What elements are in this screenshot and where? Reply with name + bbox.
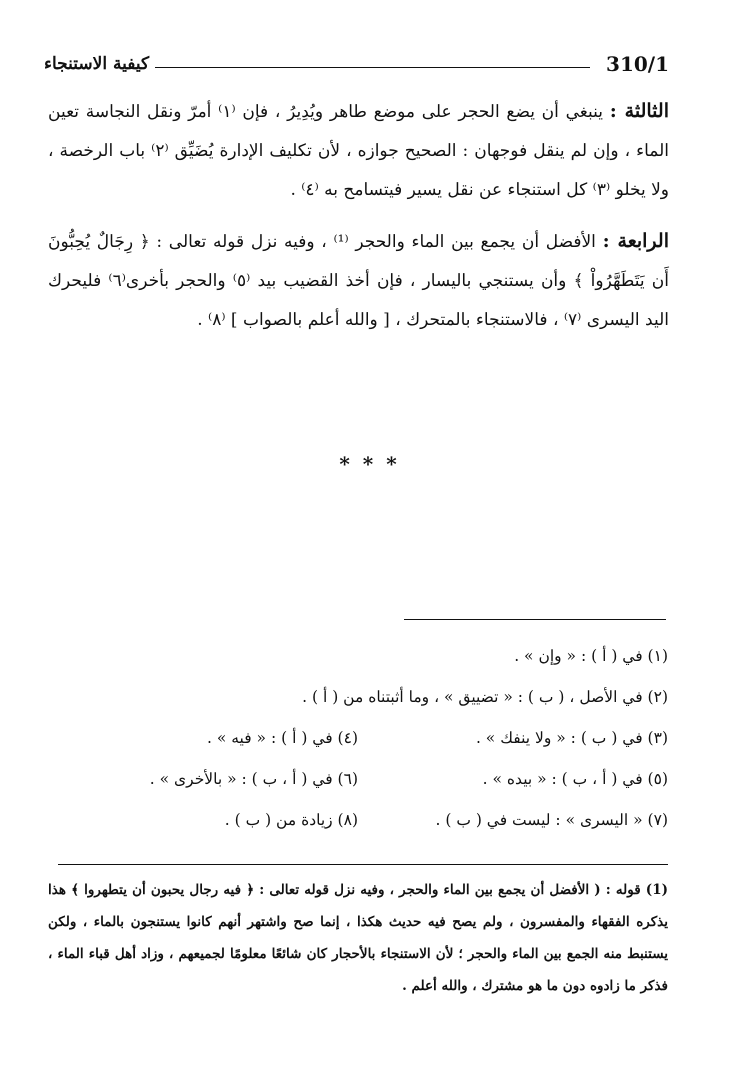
note: (٤) في ( أ ) : « فيه » .: [206, 729, 358, 747]
page-number: 310/1: [606, 52, 669, 76]
note: (١) في ( أ ) : « وإن » .: [514, 647, 668, 665]
paragraph-lead: الرابعة :: [602, 230, 669, 252]
note-row: [48, 677, 668, 718]
note: (٦) في ( أ ، ب ) : « بالأخرى » .: [149, 770, 358, 788]
paragraph-body: ينبغي أن يضع الحجر على موضع طاهر ويُدِيرُ ، فإن ⁽١⁾ أمرّ ونقل النجاسة تعين الماء ، وإن لم ينقل فوجهان : الصحيح جوازه ، لأن تكليف الإدارة يُضَيِّق ⁽٢⁾ باب الرخصة ، ولا يخلو ⁽٣⁾ كل استنجاء عن نقل يسير فيتسامح به ⁽٤⁾ .: [48, 102, 669, 200]
note: (٣) في ( ب ) : « ولا ينفك » .: [475, 729, 668, 747]
note-row: [48, 718, 668, 759]
notes-divider: [404, 619, 666, 620]
note: (٧) « اليسرى » : ليست في ( ب ) .: [435, 811, 668, 829]
paragraph-third: [48, 92, 669, 210]
note: (٥) في ( أ ، ب ) : « بيده » .: [482, 770, 668, 788]
note-row: [48, 759, 668, 800]
paragraph-lead: الثالثة :: [609, 100, 669, 122]
variant-notes: [48, 636, 668, 841]
commentary-footnote: (1) قوله : ( الأفضل أن يجمع بين الماء والحجر ، وفيه نزل قوله تعالى : ﴿ فيه رجال يحبون أن يتطهروا ﴾ هذا يذكره الفقهاء والمفسرون ، ولم يصح فيه حديث هكذا ، إنما صح واشتهر أنهم كانوا يستنجون بالماء ، ولكن يستنبط منه الجمع بين الماء والحجر ؛ لأن الاستنجاء بالأحجار كان شائعًا معلومًا لجميعهم ، وزاد أهل قباء الماء ، فذكر ما زادوه دون ما هو مشترك ، والله أعلم .: [48, 882, 668, 994]
header-rule: [155, 67, 590, 68]
page-header: [44, 40, 669, 76]
note: (٢) في الأصل ، ( ب ) : « تضييق » ، وما أثبتناه من ( أ ) .: [302, 688, 668, 706]
note: (٨) زيادة من ( ب ) .: [224, 811, 358, 829]
note-row: [48, 636, 668, 677]
note-row: [48, 800, 668, 841]
main-text: [48, 92, 669, 352]
running-title: كيفية الاستنجاء: [44, 54, 150, 74]
paragraph-fourth: [48, 222, 669, 340]
footnote-divider: [58, 864, 668, 865]
section-separator: * * *: [339, 452, 400, 476]
paragraph-body: الأفضل أن يجمع بين الماء والحجر ⁽¹⁾ ، وفيه نزل قوله تعالى : ﴿ رِجَالٌ يُحِبُّونَ أَن يَتَطَهَّرُواْ ﴾ وأن يستنجي باليسار ، فإن أخذ القضيب بيد ⁽٥⁾ والحجر بأخرى⁽٦⁾ فليحرك اليد اليسرى ⁽٧⁾ ، فالاستنجاء بالمتحرك ، [ والله أعلم بالصواب ] ⁽٨⁾ .: [48, 232, 669, 330]
